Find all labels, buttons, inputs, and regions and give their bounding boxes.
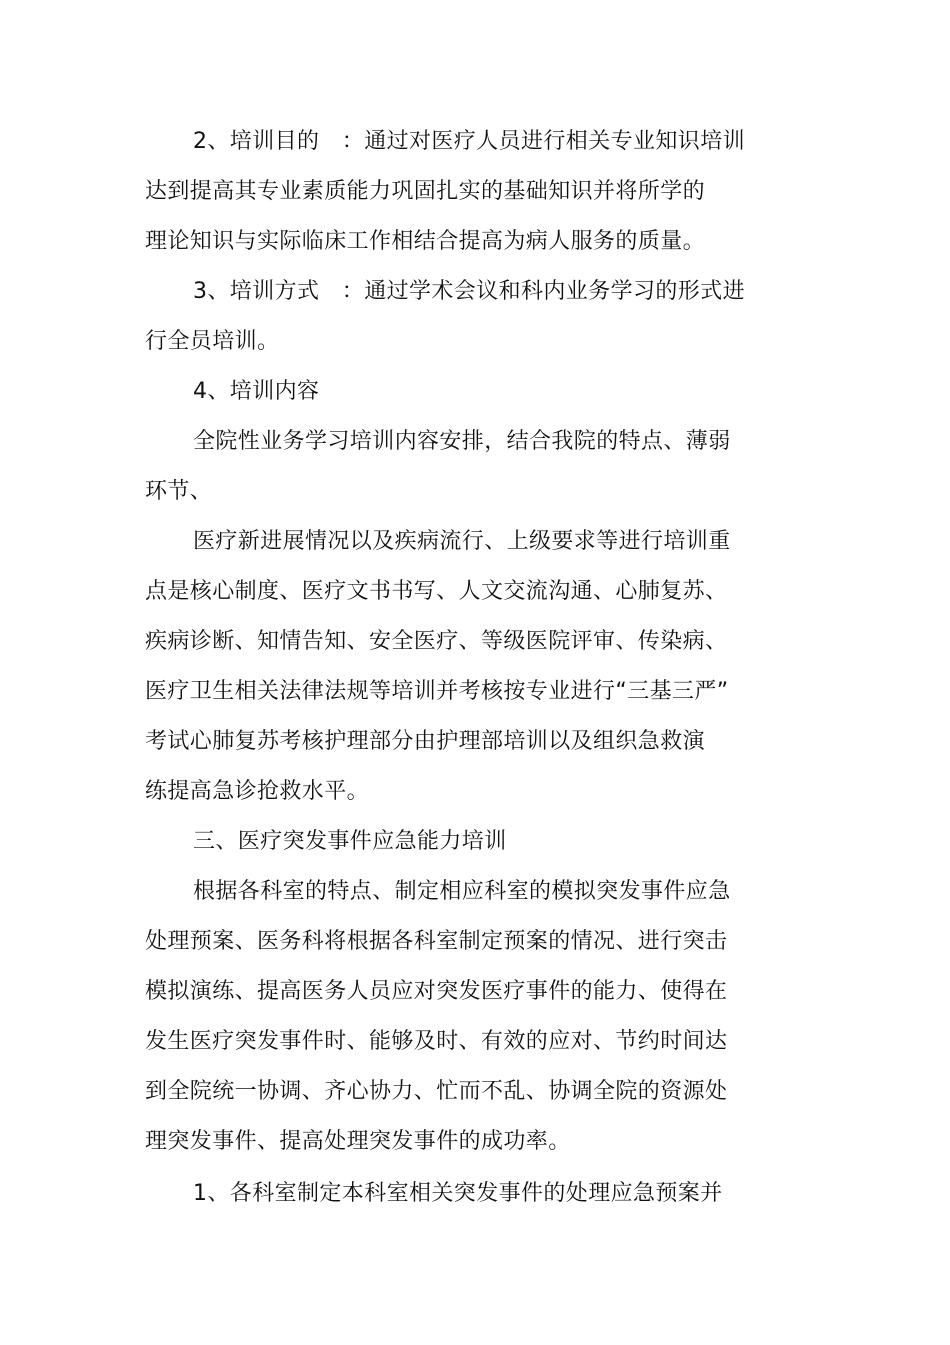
paragraph-line: 2、培训目的 ：通过对医疗人员进行相关专业知识培训: [193, 129, 745, 154]
paragraph-line: 模拟演练、提高医务人员应对突发医疗事件的能力、使得在: [145, 979, 728, 1004]
paragraph-line: 根据各科室的特点、制定相应科室的模拟突发事件应急: [193, 879, 731, 904]
section-heading: 三、医疗突发事件应急能力培训: [193, 829, 507, 854]
paragraph-line: 理突发事件、提高处理突发事件的成功率。: [145, 1129, 571, 1154]
section-heading: 4、培训内容: [193, 379, 320, 404]
paragraph-line: 发生医疗突发事件时、能够及时、有效的应对、节约时间达: [145, 1029, 728, 1054]
paragraph-line: 处理预案、医务科将根据各科室制定预案的情况、进行突击: [145, 929, 728, 954]
paragraph-line: 理论知识与实际临床工作相结合提高为病人服务的质量。: [145, 229, 706, 254]
paragraph-line: 达到提高其专业素质能力巩固扎实的基础知识并将所学的: [145, 179, 706, 204]
paragraph-line: 考试心肺复苏考核护理部分由护理部培训以及组织急救演: [145, 729, 706, 754]
paragraph-line: 练提高急诊抢救水平。: [145, 779, 370, 804]
paragraph-line: 3、培训方式 ：通过学术会议和科内业务学习的形式进: [193, 279, 745, 304]
paragraph-line: 全院性业务学习培训内容安排，结合我院的特点、薄弱: [193, 429, 731, 454]
paragraph-line: 环节、: [145, 479, 213, 504]
paragraph-line: 1、各科室制定本科室相关突发事件的处理应急预案并: [193, 1181, 723, 1206]
paragraph-line: 医疗新进展情况以及疾病流行、上级要求等进行培训重: [193, 529, 731, 554]
paragraph-line: 疾病诊断、知情告知、安全医疗、等级医院评审、传染病、: [145, 629, 728, 654]
paragraph-line: 行全员培训。: [145, 329, 280, 354]
paragraph-line: 点是核心制度、医疗文书书写、人文交流沟通、心肺复苏、: [145, 579, 728, 604]
paragraph-line: 到全院统一协调、齐心协力、忙而不乱、协调全院的资源处: [145, 1079, 728, 1104]
paragraph-line: 医疗卫生相关法律法规等培训并考核按专业进行“三基三严”: [145, 679, 729, 704]
